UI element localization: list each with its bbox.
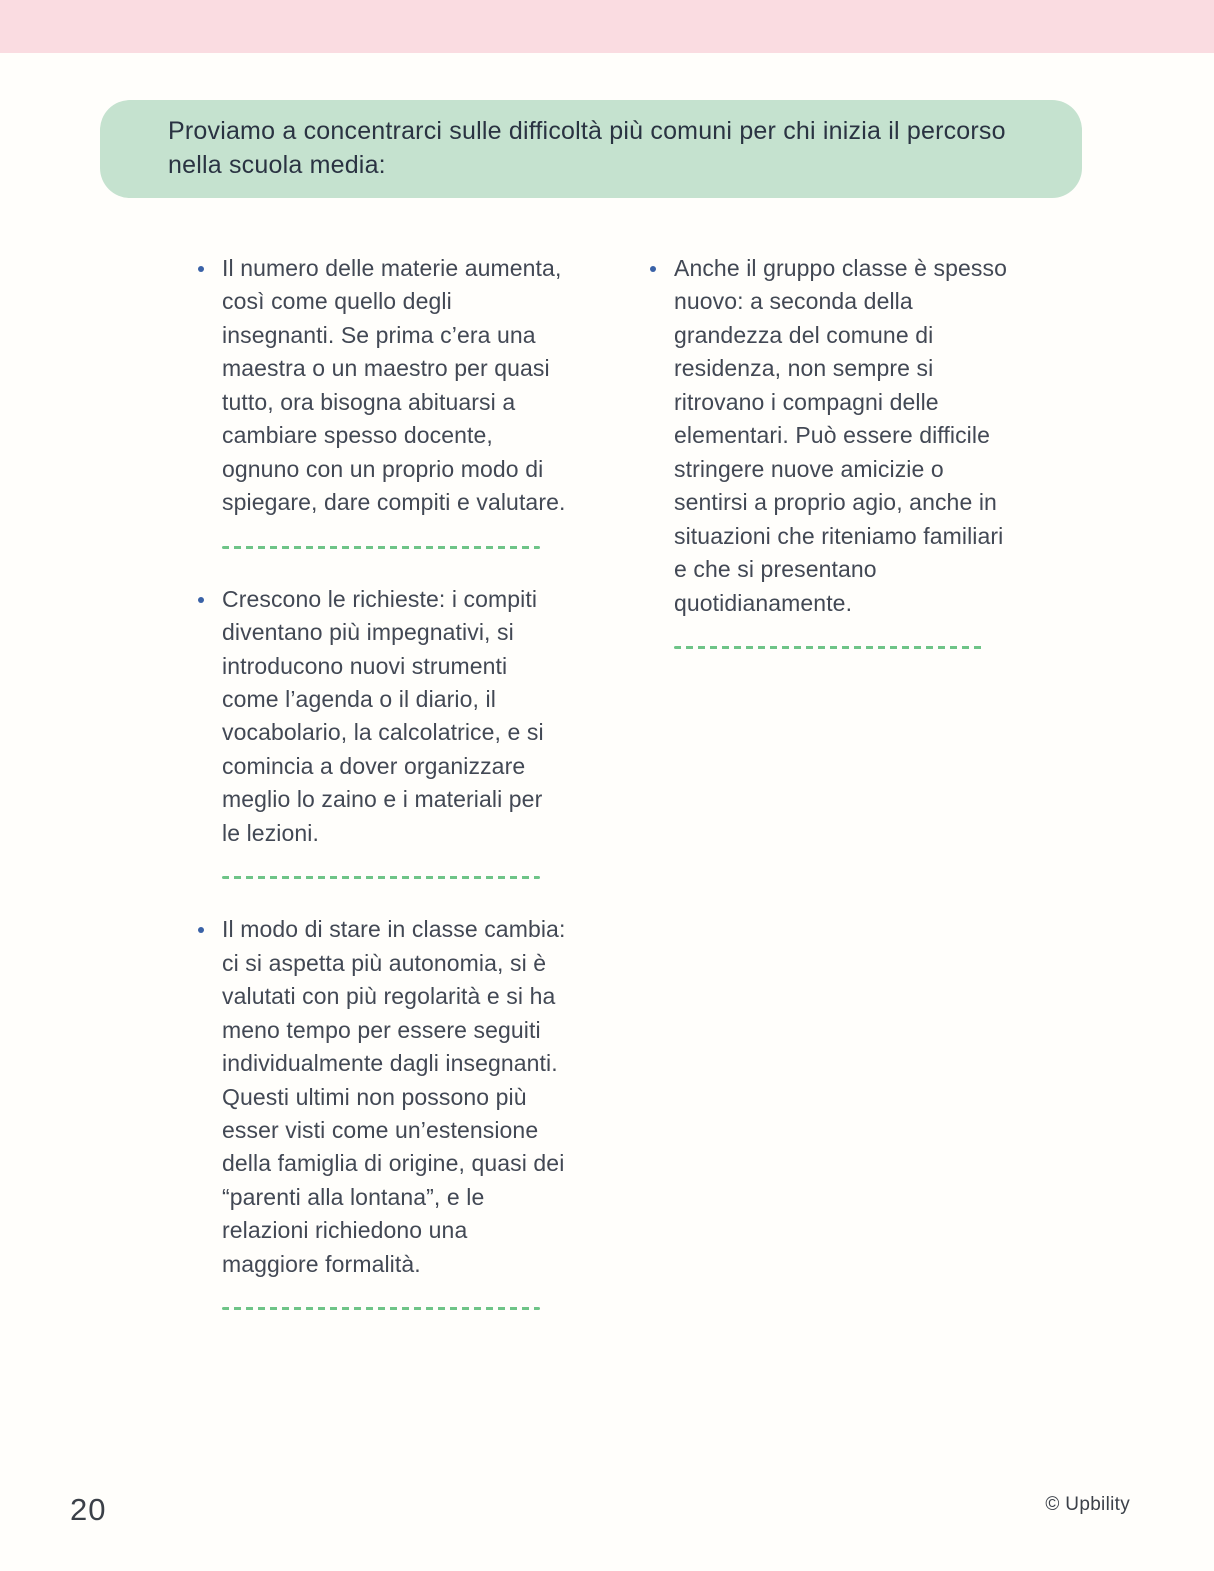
dashed-divider xyxy=(222,546,540,549)
list-item-text: Il numero delle materie aumenta, così come quello degli insegnanti. Se prima c’era una maestra o un maestro per quasi tutto, ora bisogna abituarsi a cambiare spesso docente, ognuno con un proprio modo di spiegare, dare compiti e valutare. xyxy=(222,255,566,516)
list-item xyxy=(198,913,566,1281)
list-item xyxy=(198,583,566,851)
bullet-dot-icon xyxy=(198,266,204,272)
dashed-divider xyxy=(222,1307,540,1310)
bullet-dot-icon xyxy=(198,597,204,603)
column-left xyxy=(198,252,566,1344)
bullet-dot-icon xyxy=(198,927,204,933)
header-callout xyxy=(100,100,1082,198)
list-item-text: Crescono le richieste: i compiti diventano più impegnativi, si introducono nuovi strumenti come l’agenda o il diario, il vocabolario, la calcolatrice, e si comincia a dover organizzare meglio lo zaino e i materiali per le lezioni. xyxy=(222,585,544,846)
list-item-text: Anche il gruppo classe è spesso nuovo: a seconda della grandezza del comune di residenza, non sempre si ritrovano i compagni delle elementari. Può essere difficile stringere nuove amicizie o sentirsi a proprio agio, anche in situazioni che riteniamo familiari e che si presentano quotidianamente. xyxy=(674,255,1007,616)
bullet-dot-icon xyxy=(650,266,656,272)
page-number: 20 xyxy=(70,1492,107,1527)
list-item xyxy=(650,252,1018,620)
list-item-text: Il modo di stare in classe cambia: ci si aspetta più autonomia, si è valutati con più regolarità e si ha meno tempo per essere seguiti individualmente dagli insegnanti. Questi ultimi non possono più esser visti come un’estensione della famiglia di origine, quasi dei “parenti alla lontana”, e le relazioni richiedono una maggiore formalità. xyxy=(222,916,566,1277)
copyright: © Upbility xyxy=(1045,1494,1130,1515)
column-right xyxy=(650,252,1018,683)
top-pink-band xyxy=(0,0,1214,53)
header-text: Proviamo a concentrarci sulle difficoltà più comuni per chi inizia il percorso nella scuola media: xyxy=(168,117,1006,179)
dashed-divider xyxy=(222,876,540,879)
dashed-divider xyxy=(674,646,986,649)
list-item xyxy=(198,252,566,520)
